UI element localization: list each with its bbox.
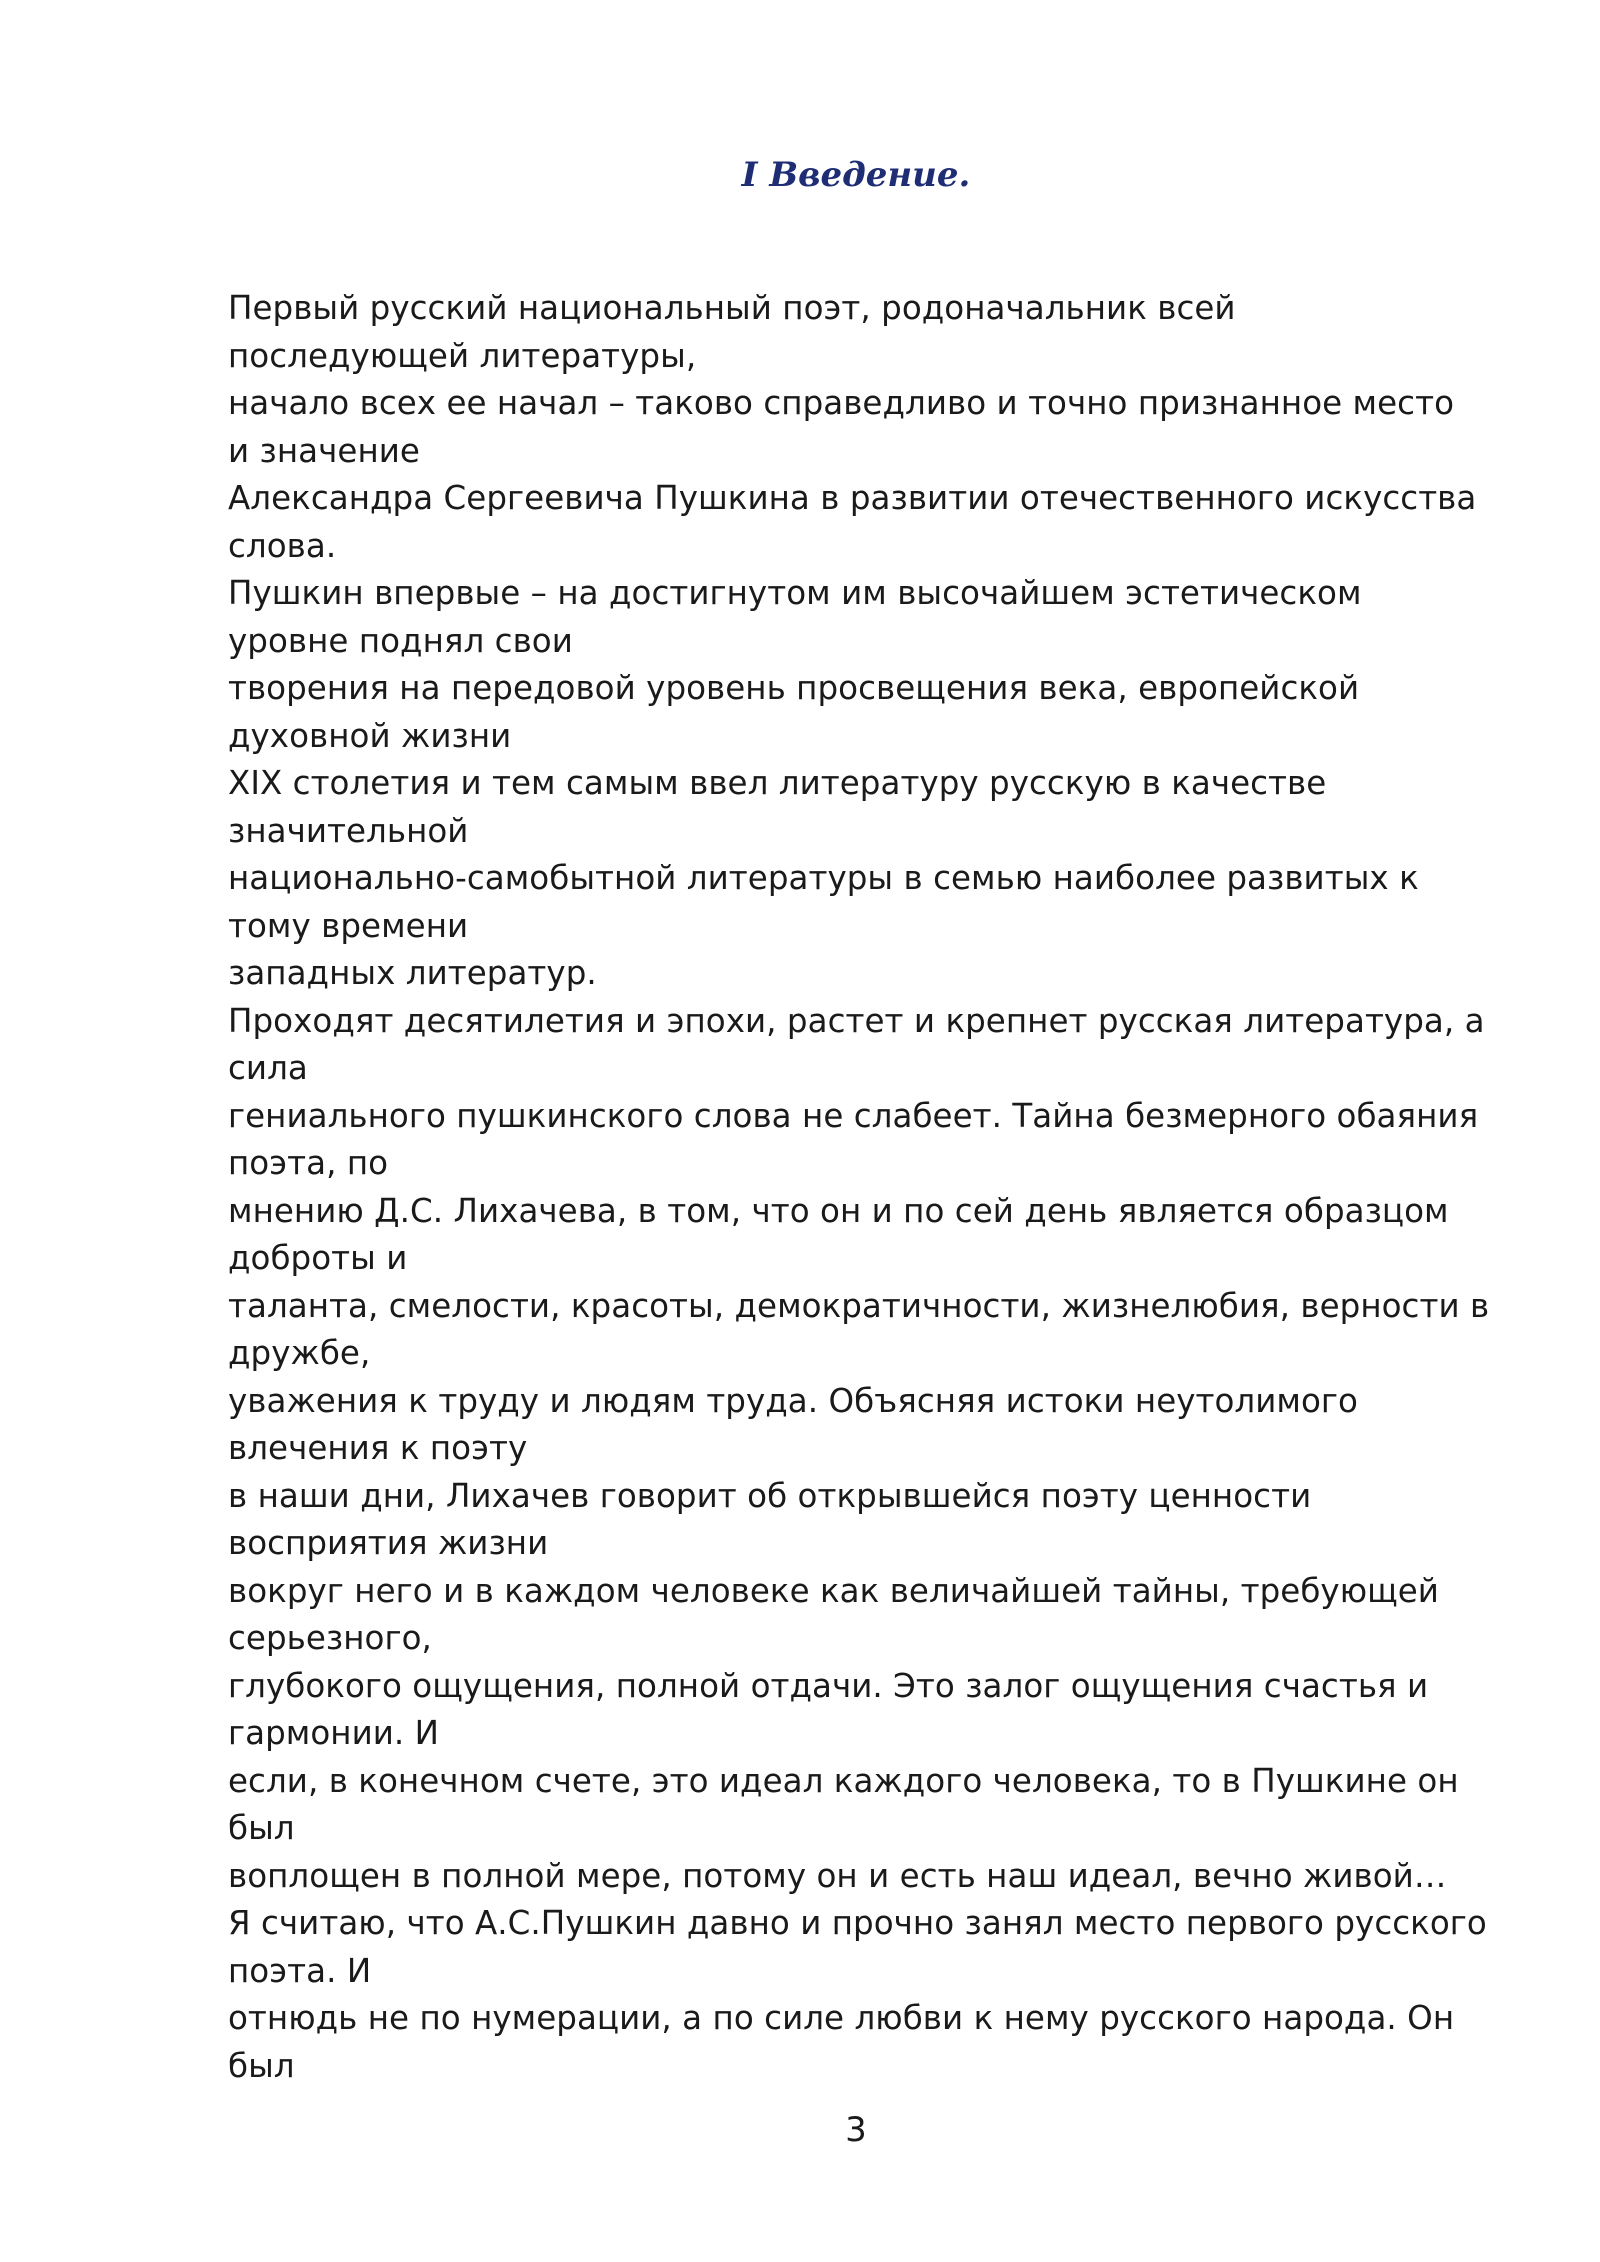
- text-line: уважения к труду и людям труда. Объясняя истоки неутолимого: [228, 1381, 1358, 1420]
- text-line: национально-самобытной литературы в семью наиболее развитых к: [228, 859, 1419, 897]
- text-line: вокруг него и в каждом человеке как величайшей тайны, требующей: [228, 1571, 1439, 1610]
- text-line: восприятия жизни: [228, 1524, 549, 1562]
- text-line: Проходят десятилетия и эпохи, растет и крепнет русская литература, а: [228, 1001, 1485, 1040]
- text-line: был: [228, 2046, 295, 2085]
- body-text: [228, 285, 1528, 2090]
- text-line: мнению Д.С. Лихачева, в том, что он и по сей день является образцом: [228, 1191, 1449, 1230]
- text-line: Я считаю, что А.С.Пушкин давно и прочно занял место первого русского: [228, 1904, 1487, 1942]
- text-line: поэта, по: [228, 1144, 389, 1182]
- text-line: отнюдь не по нумерации, а по силе любви к нему русского народа. Он: [228, 1999, 1455, 2037]
- text-line: Пушкин впервые – на достигнутом им высочайшем эстетическом: [228, 574, 1362, 612]
- text-line: тому времени: [228, 906, 469, 945]
- text-line: значительной: [228, 811, 469, 850]
- text-line: начало всех ее начал – таково справедливо и точно признанное место: [228, 384, 1455, 422]
- text-line: серьезного,: [228, 1619, 432, 1657]
- text-line: глубокого ощущения, полной отдачи. Это залог ощущения счастья и: [228, 1666, 1429, 1705]
- section-heading: I Введение.: [741, 155, 971, 195]
- text-line: XIX столетия и тем самым ввел литературу русскую в качестве: [228, 764, 1327, 802]
- text-line: воплощен в полной мере, потому он и есть наш идеал, вечно живой…: [228, 1856, 1447, 1895]
- text-line: доброты и: [228, 1239, 408, 1277]
- text-line: Первый русский национальный поэт, родоначальник всей: [228, 289, 1236, 327]
- page-number: 3: [845, 2110, 867, 2150]
- text-line: Александра Сергеевича Пушкина в развитии отечественного искусства: [228, 479, 1477, 517]
- text-line: был: [228, 1809, 295, 1847]
- text-line: духовной жизни: [228, 716, 512, 755]
- text-line: уровне поднял свои: [228, 621, 573, 660]
- text-line: сила: [228, 1049, 308, 1087]
- text-line: в наши дни, Лихачев говорит об открывшейся поэту ценности: [228, 1476, 1312, 1515]
- text-line: творения на передовой уровень просвещения века, европейской: [228, 669, 1360, 707]
- text-line: дружбе,: [228, 1334, 371, 1372]
- text-line: поэта. И: [228, 1951, 372, 1990]
- text-line: западных литератур.: [228, 954, 597, 992]
- text-line: и значение: [228, 431, 420, 470]
- text-line: гармонии. И: [228, 1714, 440, 1752]
- text-line: таланта, смелости, красоты, демократичности, жизнелюбия, верности в: [228, 1286, 1490, 1325]
- text-line: влечения к поэту: [228, 1429, 528, 1467]
- text-line: если, в конечном счете, это идеал каждого человека, то в Пушкине он: [228, 1761, 1459, 1800]
- text-line: гениального пушкинского слова не слабеет. Тайна безмерного обаяния: [228, 1096, 1479, 1135]
- text-line: слова.: [228, 526, 337, 565]
- text-line: последующей литературы,: [228, 336, 697, 375]
